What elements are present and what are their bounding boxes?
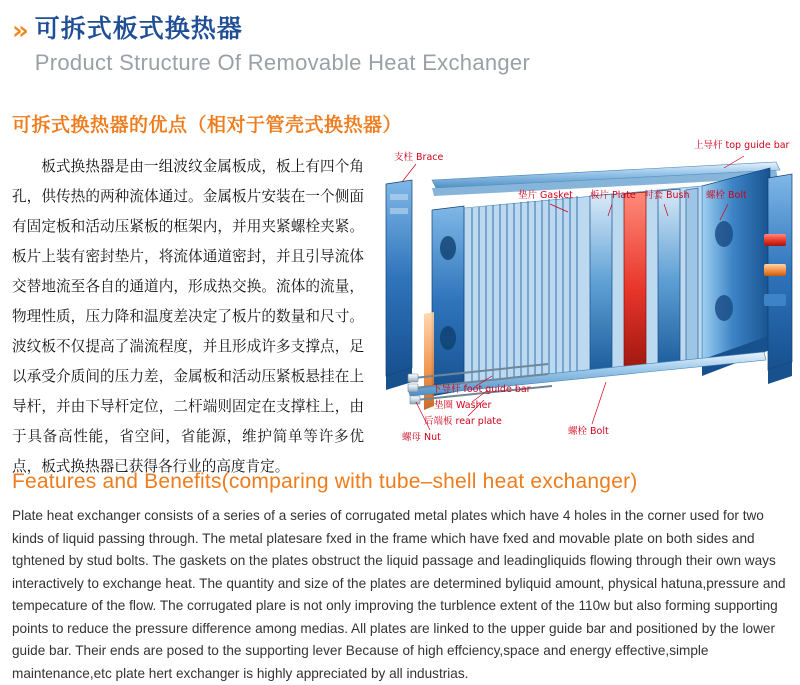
page-title-cn: 可拆式板式换热器 bbox=[34, 14, 243, 43]
label-top-guide-bar: 上导杆 top guide bar bbox=[694, 140, 790, 151]
features-heading: Features and Benefits(comparing with tube–shell heat exchanger) bbox=[12, 470, 638, 493]
label-washer: 垫圈 Washer bbox=[434, 400, 492, 411]
page-title-en: Product Structure Of Removable Heat Exchanger bbox=[34, 50, 531, 75]
page-header bbox=[0, 0, 800, 78]
section-body-cn: 板式换热器是由一组波纹金属板成，板上有四个角孔，供传热的两种流体通过。金属板片安装在一个侧面有固定板和活动压紧板的框架内，并用夹紧螺栓夹紧。板片上装有密封垫片，将流体通道密封，并且引导流体交替地流至各自的通道内，形成热交换。流体的流量，物理性质，压力降和温度差决定了板片的数量和尺寸。波纹板不仅提高了湍流程度，并且形成许多支撑点，足以承受介质间的压力差，金属板和活动压紧板悬挂在上导杆，并由下导杆定位，二杆端则固定在支撑柱上，由于具备高性能，省空间，省能源，维护简单等许多优点，板式换热器已获得各行业的高度肯定。 bbox=[12, 158, 364, 475]
features-body: Plate heat exchanger consists of a series of a series of corrugated metal plates which have 4 holes in the corner used for two kinds of liquid passing through. The metal platesare fxed in the frame which have fxed and movable plate on both sides and tghtened by stud bolts. The gaskets on the plates obstruct the liquid passage and leadingliquids flowing through their own ways interactively to exchange heat. The quantity and size of the plates are determined byliquid amount, physical hatuna,pressure and tempecature of the flow. The corrugated plare is not only improving the turblence extent of the 110w but also forming supporting points to reduce the pressure difference among medias. All plates are linked to the upper guide bar and positioned by the lower guide bar. Their ends are posed to the supporting lever Because of high effciency,space and energy effective,simple maintenance,etc plate hert exchanger is highly appreciated by all industrias. bbox=[12, 508, 786, 681]
label-plate: 板片 Plate bbox=[590, 190, 636, 201]
heat-exchanger-diagram bbox=[372, 138, 796, 450]
label-rear-plate: 后端板 rear plate bbox=[424, 416, 502, 427]
label-gasket: 垫片 Gasket bbox=[518, 190, 573, 201]
label-bolt-top: 螺栓 Bolt bbox=[706, 190, 747, 201]
label-bolt-bottom: 螺栓 Bolt bbox=[568, 426, 609, 437]
label-brace: 支柱 Brace bbox=[394, 152, 444, 163]
label-foot-guide-bar: 下导杆 foot guide bar bbox=[432, 384, 531, 395]
section-heading-cn: 可拆式换热器的优点（相对于管壳式换热器） bbox=[12, 114, 403, 136]
double-chevron-right-icon: » bbox=[12, 16, 25, 46]
label-bush: 衬套 Bush bbox=[644, 190, 690, 201]
label-nut: 螺母 Nut bbox=[402, 432, 441, 443]
